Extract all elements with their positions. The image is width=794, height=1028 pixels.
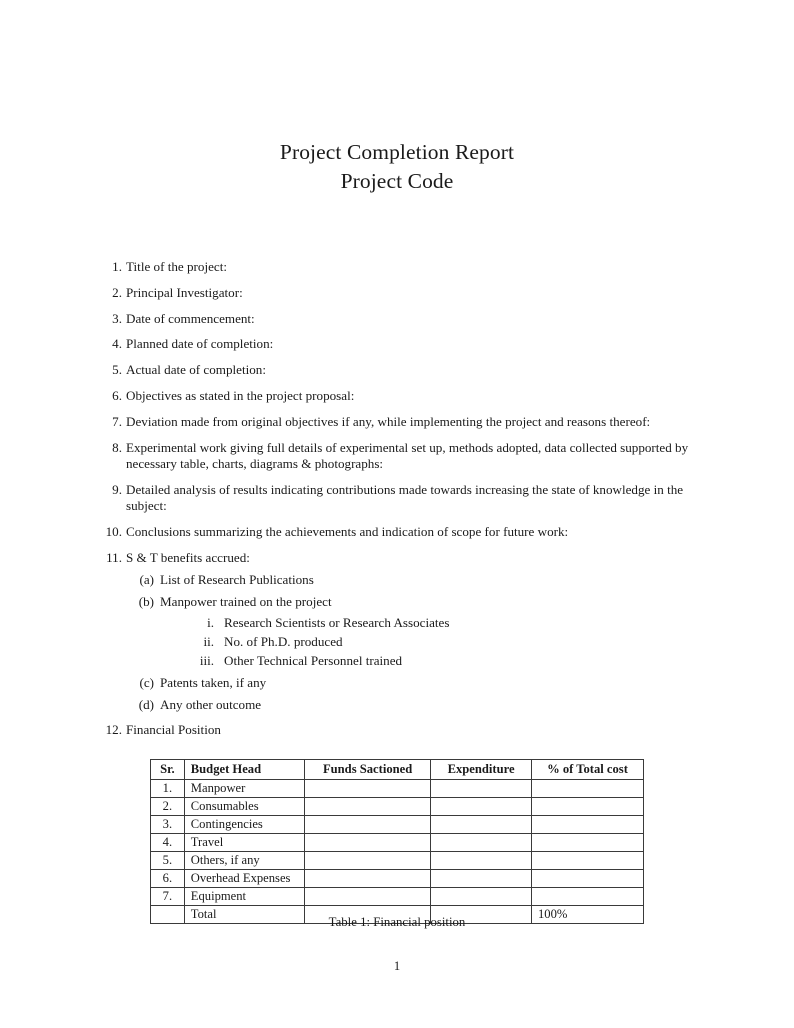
table-caption: Table 1: Financial position [328, 915, 466, 929]
roman-item-marker: i. [207, 614, 214, 630]
cell-funds[interactable] [305, 834, 431, 852]
cell-sr: 5. [151, 852, 185, 870]
cell-budget-head: Contingencies [184, 816, 304, 834]
table-header-row [151, 760, 644, 780]
cell-total-percent: 100% [532, 906, 644, 924]
cell-budget-head: Overhead Expenses [184, 870, 304, 888]
list-item-marker: 1. [112, 259, 122, 274]
list-item-label: Deviation made from original objectives if any, while implementing the project and reasons thereof: [126, 413, 651, 429]
cell-expenditure[interactable] [431, 816, 532, 834]
column-header-sr: Sr. [151, 760, 185, 780]
list-item-marker: 11. [106, 549, 122, 565]
cell-sr: 4. [151, 834, 185, 852]
cell-expenditure[interactable] [431, 888, 532, 906]
cell-funds[interactable] [305, 888, 431, 906]
table-row [151, 780, 644, 798]
cell-funds[interactable] [305, 798, 431, 816]
cell-funds[interactable] [305, 852, 431, 870]
list-item-label: Planned date of completion: [126, 336, 274, 352]
sublist-item-label: Patents taken, if any [160, 674, 267, 690]
list-item-label: Detailed analysis of results indicating contributions made towards increasing the state of knowledge in the subject: [126, 481, 684, 514]
list-item-marker: 4. [112, 336, 122, 352]
title-line-subtitle: Project Code [340, 169, 454, 193]
cell-expenditure[interactable] [431, 834, 532, 852]
sublist-item-marker: (a) [139, 572, 154, 588]
roman-item-label: No. of Ph.D. produced [224, 633, 343, 649]
list-item-marker: 8. [112, 439, 122, 455]
list-item-marker: 5. [112, 362, 122, 378]
sublist-item-label: Manpower trained on the project [160, 594, 332, 610]
cell-sr: 2. [151, 798, 185, 816]
cell-expenditure[interactable] [431, 852, 532, 870]
page-number: 1 [393, 959, 401, 973]
column-header-budget-head: Budget Head [184, 760, 304, 780]
roman-item-iii [160, 653, 700, 669]
roman-item-label: Other Technical Personnel trained [224, 652, 403, 668]
title-line-main: Project Completion Report [279, 140, 515, 164]
cell-budget-head: Travel [184, 834, 304, 852]
cell-percent[interactable] [532, 798, 644, 816]
cell-sr: 3. [151, 816, 185, 834]
sublist-item-label: Any other outcome [160, 696, 262, 712]
cell-sr: 1. [151, 780, 185, 798]
roman-item-ii [160, 634, 700, 650]
table-row [151, 834, 644, 852]
financial-position-table [150, 759, 644, 924]
list-item-label: Title of the project: [126, 259, 227, 274]
list-item-label: S & T benefits accrued: [126, 549, 250, 565]
sublist-item-a [126, 572, 700, 588]
column-header-funds: Funds Sactioned [305, 760, 431, 780]
list-item-2 [0, 285, 794, 301]
cell-budget-head: Manpower [184, 780, 304, 798]
list-item-marker: 12. [105, 722, 122, 738]
table-row [151, 798, 644, 816]
column-header-percent: % of Total cost [532, 760, 644, 780]
list-item-6 [0, 388, 794, 404]
cell-expenditure[interactable] [431, 798, 532, 816]
table-header [151, 760, 644, 780]
manpower-roman-sublist [160, 615, 700, 669]
roman-item-label: Research Scientists or Research Associates [224, 614, 450, 630]
list-item-8 [0, 440, 794, 473]
list-item-marker: 6. [112, 387, 122, 403]
sublist-item-c [126, 675, 700, 691]
list-item-4 [0, 336, 794, 352]
sublist-item-b [126, 594, 700, 669]
cell-budget-head: Consumables [184, 798, 304, 816]
sublist-item-marker: (b) [138, 594, 154, 610]
cell-percent[interactable] [532, 852, 644, 870]
list-item-label: Date of commencement: [126, 310, 255, 326]
list-item-marker: 2. [112, 284, 122, 300]
roman-item-marker: ii. [203, 633, 214, 649]
column-header-expenditure: Expenditure [431, 760, 532, 780]
financial-table-container [150, 759, 644, 924]
list-item-label: Conclusions summarizing the achievements and indication of scope for future work: [126, 523, 569, 539]
cell-sr: 6. [151, 870, 185, 888]
list-item-label: Principal Investigator: [126, 284, 243, 300]
table-row [151, 888, 644, 906]
table-row [151, 852, 644, 870]
roman-item-i [160, 615, 700, 631]
cell-percent[interactable] [532, 816, 644, 834]
list-item-label: Actual date of completion: [126, 362, 266, 378]
list-item-marker: 10. [105, 523, 122, 539]
list-item-5 [0, 362, 794, 378]
report-item-list [0, 259, 794, 739]
cell-sr: 7. [151, 888, 185, 906]
sublist-item-d [126, 697, 700, 713]
list-item-marker: 3. [112, 310, 122, 326]
table-body [151, 780, 644, 924]
list-item-label: Experimental work giving full details of experimental set up, methods adopted, data collected supported by necessary table, charts, diagrams & photographs: [126, 439, 689, 471]
list-item-10 [0, 524, 794, 540]
cell-percent[interactable] [532, 780, 644, 798]
list-item-label: Objectives as stated in the project proposal: [126, 387, 355, 403]
list-item-marker: 9. [112, 481, 122, 497]
cell-expenditure[interactable] [431, 870, 532, 888]
table-row [151, 870, 644, 888]
cell-percent[interactable] [532, 834, 644, 852]
list-item-7 [0, 414, 794, 430]
sublist-item-marker: (d) [138, 696, 154, 712]
list-item-label: Financial Position [126, 722, 221, 738]
cell-percent[interactable] [532, 870, 644, 888]
cell-funds[interactable] [305, 870, 431, 888]
cell-funds[interactable] [305, 816, 431, 834]
list-item-1 [0, 259, 794, 275]
sublist-item-marker: (c) [139, 674, 154, 690]
cell-budget-head: Equipment [184, 888, 304, 906]
document-title [0, 138, 794, 196]
sublist-item-label: List of Research Publications [160, 572, 314, 588]
cell-total-label: Total [184, 906, 304, 924]
list-item-9 [0, 482, 794, 515]
table-row [151, 816, 644, 834]
st-benefits-sublist [126, 572, 700, 713]
roman-item-marker: iii. [199, 652, 214, 668]
list-item-3 [0, 311, 794, 327]
cell-percent[interactable] [532, 888, 644, 906]
list-item-marker: 7. [112, 413, 122, 429]
cell-funds[interactable] [305, 780, 431, 798]
report-body [0, 259, 794, 748]
cell-budget-head: Others, if any [184, 852, 304, 870]
list-item-12 [0, 722, 794, 738]
list-item-11 [0, 550, 794, 713]
cell-expenditure[interactable] [431, 780, 532, 798]
